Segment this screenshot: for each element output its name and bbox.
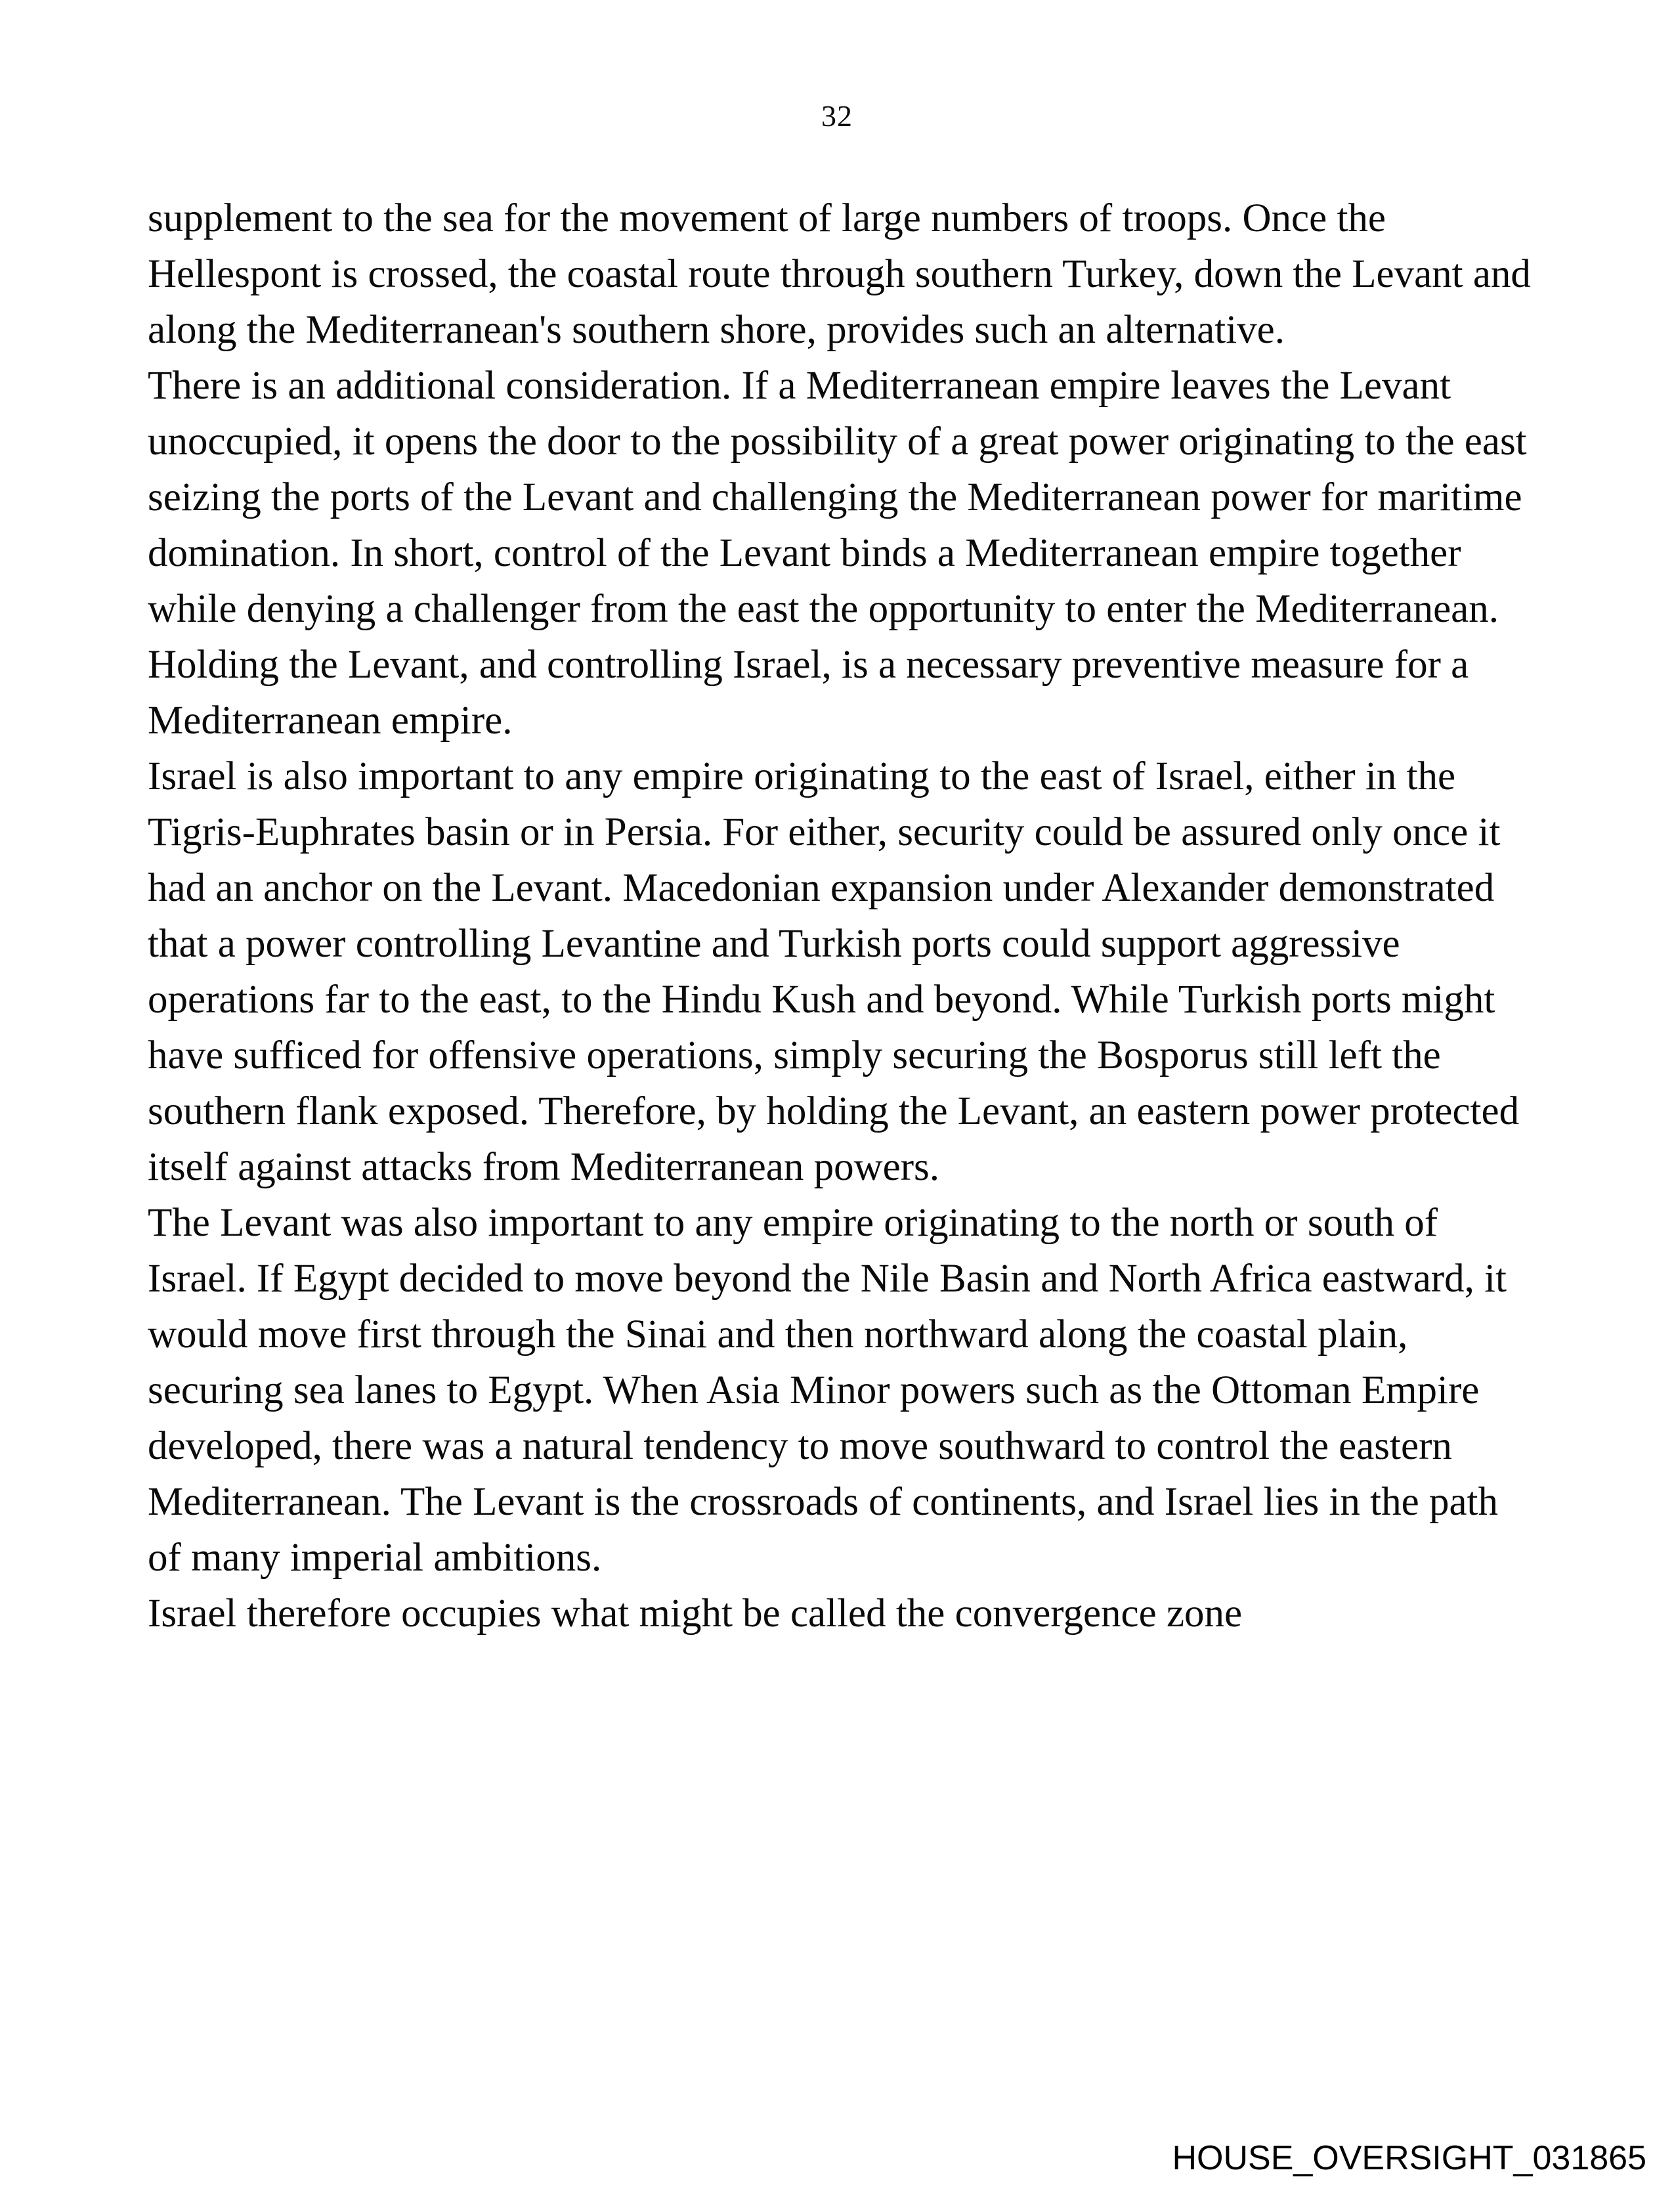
- paragraph: There is an additional consideration. If a Mediterranean empire leaves the Levant unoccupied, it opens the door to the possibility of a great power originating to the east seizing the ports of the Levant and challenging the Mediterranean power for maritime domination. In short, control of the Levant binds a Mediterranean empire together while denying a challenger from the east the opportunity to enter the Mediterranean. Holding the Levant, and controlling Israel, is a necessary preventive measure for a Mediterranean empire.: [148, 364, 1527, 743]
- paragraph: The Levant was also important to any empire originating to the north or south of Israel. If Egypt decided to move beyond the Nile Basin and North Africa eastward, it would move first through the Sinai and then northward along the coastal plain, securing sea lanes to Egypt. When Asia Minor powers such as the Ottoman Empire developed, there was a natural tendency to move southward to control the eastern Mediterranean. The Levant is the crossroads of continents, and Israel lies in the path of many imperial ambitions.: [148, 1201, 1507, 1580]
- bates-number: HOUSE_OVERSIGHT_031865: [1172, 2139, 1646, 2177]
- paragraph: supplement to the sea for the movement of large numbers of troops. Once the Hellespont is crossed, the coastal route through southern Turkey, down the Levant and along the Mediterranean's southern shore, provides such an alternative.: [148, 196, 1531, 352]
- paragraph: Israel is also important to any empire originating to the east of Israel, either in the Tigris-Euphrates basin or in Persia. For either, security could be assured only once it had an anchor on the Levant. Macedonian expansion under Alexander demonstrated that a power controlling Levantine and Turkish ports could support aggressive operations far to the east, to the Hindu Kush and beyond. While Turkish ports might have sufficed for offensive operations, simply securing the Bosporus still left the southern flank exposed. Therefore, by holding the Levant, an eastern power protected itself against attacks from Mediterranean powers.: [148, 754, 1520, 1189]
- paragraph: Israel therefore occupies what might be called the convergence zone: [148, 1592, 1243, 1636]
- page-number: 32: [821, 99, 853, 133]
- page-body: [148, 190, 1533, 1641]
